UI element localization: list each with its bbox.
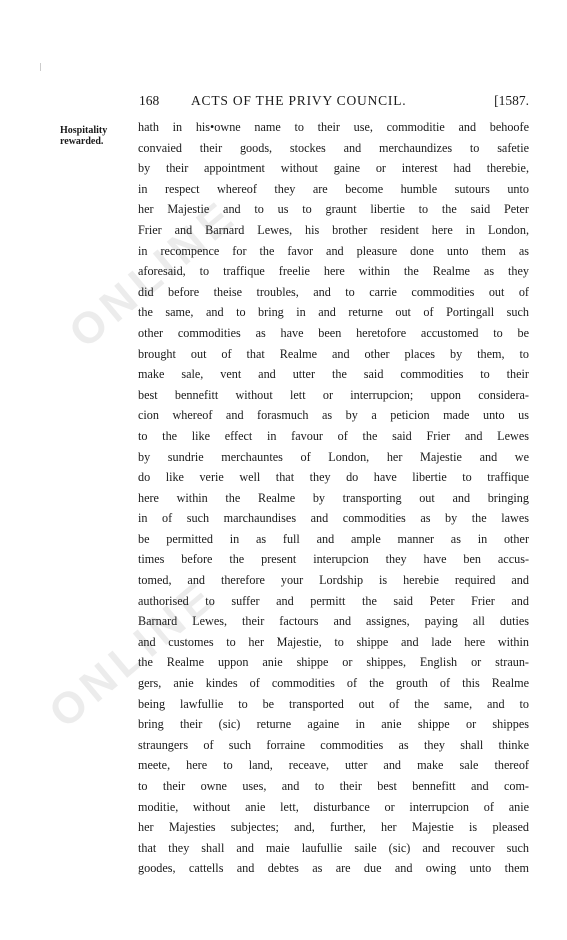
- text-line: tomed, and therefore your Lordship is herebie required and: [138, 573, 529, 588]
- margin-mark: [40, 63, 41, 71]
- text-line: Barnard Lewes, their factours and assignes, paying all duties: [138, 614, 529, 629]
- text-line: in recompence for the favor and pleasure done unto them as: [138, 243, 529, 258]
- text-line: straungers of such forraine commodities as they shall thinke: [138, 737, 529, 752]
- text-line: the same, and to bring in and returne out of Portingall such: [138, 305, 529, 320]
- text-line: best bennefitt without lett or interrupcion; uppon considera-: [138, 387, 529, 402]
- watermark: ONLINE: [60, 190, 247, 358]
- text-line: brought out of that Realme and other places by them, to: [138, 346, 529, 361]
- text-line: in respect whereof they are become humble sutours unto: [138, 181, 529, 196]
- text-line: convaied their goods, stockes and merchaundizes to safetie: [138, 140, 529, 155]
- text-line: in of such marchaundises and commodities as by the lawes: [138, 511, 529, 526]
- page-number: 168: [139, 93, 160, 108]
- text-line: gers, anie kindes of commodities of the grouth of this Realme: [138, 676, 529, 691]
- text-line: her Majestie and to us to graunt libertie to the said Peter: [138, 202, 529, 217]
- running-title: ACTS OF THE PRIVY COUNCIL.: [191, 93, 407, 108]
- text-line: be permitted in as full and ample manner as in other: [138, 531, 529, 546]
- text-line: make sale, vent and utter the said commodities to their: [138, 367, 529, 382]
- text-line: the Realme uppon anie shippe or shippes, English or straun-: [138, 655, 529, 670]
- text-line: hath in his•owne name to their use, commoditie and behoofe: [138, 120, 529, 134]
- text-line: authorised to suffer and permitt the said Peter Frier and: [138, 593, 529, 608]
- text-line: cion whereof and forasmuch as by a peticion made unto us: [138, 408, 529, 423]
- text-line: meete, here to land, receave, utter and make sale thereof: [138, 758, 529, 773]
- text-line: to their owne uses, and to their best bennefitt and com-: [138, 779, 529, 793]
- text-line: here within the Realme by transporting out and bringing: [138, 490, 529, 505]
- text-line: and customes to her Majestie, to shippe and lade here within: [138, 634, 529, 649]
- text-line: by sundrie merchauntes of London, her Majestie and we: [138, 449, 529, 464]
- text-line: that they shall and maie laufullie saile (sic) and recouver such: [138, 840, 529, 855]
- text-line: her Majesties subjectes; and, further, her Majestie is pleased: [138, 820, 529, 835]
- text-line: to the like effect in favour of the said Frier and Lewes: [138, 428, 529, 443]
- text-line: other commodities as have been heretofore accustomed to be: [138, 325, 529, 340]
- text-line: aforesaid, to traffique freelie here within the Realme as they: [138, 264, 529, 279]
- year-marker: [1587.: [494, 93, 529, 108]
- body-text: [138, 117, 529, 879]
- text-line: did before theise troubles, and to carrie commodities out of: [138, 284, 529, 299]
- text-line: moditie, without anie lett, disturbance or interrupcion of anie: [138, 799, 529, 814]
- page-header: [139, 93, 529, 109]
- text-line: being lawfullie to be transported out of the same, and to: [138, 696, 529, 711]
- text-line: times before the present interupcion they have ben accus-: [138, 552, 529, 567]
- marginal-note: Hospitality rewarded.: [60, 125, 108, 147]
- text-line: do like verie well that they do have libertie to traffique: [138, 470, 529, 485]
- text-line: bring their (sic) returne againe in anie shippe or shippes: [138, 717, 529, 732]
- watermark: ONLINE: [40, 570, 227, 738]
- text-line: by their appointment without gaine or interest had therebie,: [138, 161, 529, 176]
- text-line: Frier and Barnard Lewes, his brother resident here in London,: [138, 222, 529, 237]
- text-line: goodes, cattells and debtes as are due and owing unto them: [138, 861, 529, 876]
